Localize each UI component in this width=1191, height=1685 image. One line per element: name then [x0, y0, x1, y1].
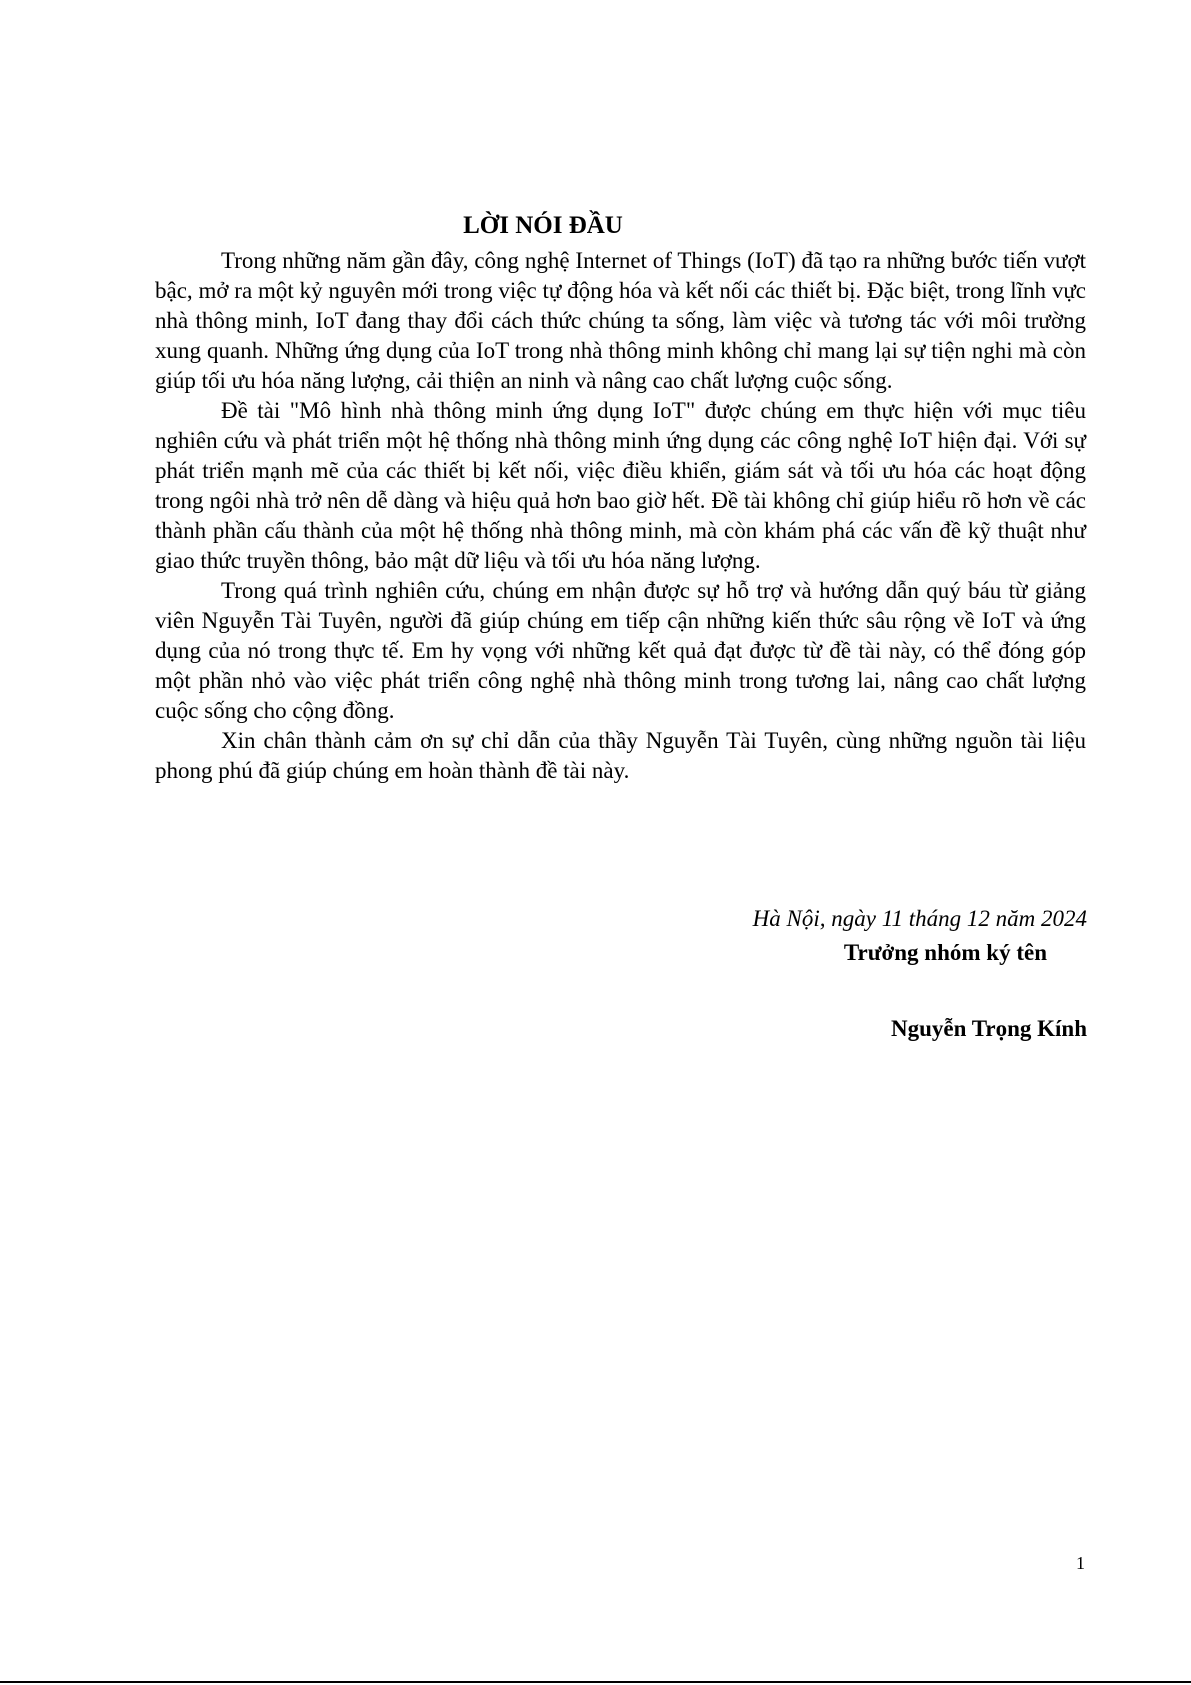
- paragraph-2: Đề tài "Mô hình nhà thông minh ứng dụng IoT" được chúng em thực hiện với mục tiêu nghiên cứu và phát triển một hệ thống nhà thông minh ứng dụng các công nghệ IoT hiện đại. Với sự phát triển mạnh mẽ của các thiết bị kết nối, việc điều khiển, giám sát và tối ưu hóa các hoạt động trong ngôi nhà trở nên dễ dàng và hiệu quả hơn bao giờ hết. Đề tài không chỉ giúp hiểu rõ hơn về các thành phần cấu thành của một hệ thống nhà thông minh, mà còn khám phá các vấn đề kỹ thuật như giao thức truyền thông, bảo mật dữ liệu và tối ưu hóa năng lượng.: [155, 398, 1086, 573]
- page-number: 1: [1076, 1553, 1085, 1573]
- signature-block: [487, 904, 1087, 1044]
- paragraph-3: Trong quá trình nghiên cứu, chúng em nhận được sự hỗ trợ và hướng dẫn quý báu từ giảng viên Nguyễn Tài Tuyên, người đã giúp chúng em tiếp cận những kiến thức sâu rộng về IoT và ứng dụng của nó trong thực tế. Em hy vọng với những kết quả đạt được từ đề tài này, có thể đóng góp một phần nhỏ vào việc phát triển công nghệ nhà thông minh trong tương lai, nâng cao chất lượng cuộc sống cho cộng đồng.: [155, 578, 1086, 723]
- signature-role: Trưởng nhóm ký tên: [843, 940, 1047, 965]
- paragraph-4: Xin chân thành cảm ơn sự chỉ dẫn của thầy Nguyễn Tài Tuyên, cùng những nguồn tài liệu phong phú đã giúp chúng em hoàn thành đề tài này.: [155, 728, 1086, 783]
- signature-name: Nguyễn Trọng Kính: [891, 1016, 1087, 1041]
- bottom-divider: [0, 1681, 1191, 1683]
- paragraph-1: Trong những năm gần đây, công nghệ Internet of Things (IoT) đã tạo ra những bước tiến vượt bậc, mở ra một kỷ nguyên mới trong việc tự động hóa và kết nối các thiết bị. Đặc biệt, trong lĩnh vực nhà thông minh, IoT đang thay đổi cách thức chúng ta sống, làm việc và tương tác với môi trường xung quanh. Những ứng dụng của IoT trong nhà thông minh không chỉ mang lại sự tiện nghi mà còn giúp tối ưu hóa năng lượng, cải thiện an ninh và nâng cao chất lượng cuộc sống.: [155, 248, 1086, 393]
- preface-body: [155, 246, 1086, 786]
- page-title: LỜI NÓI ĐẦU: [463, 212, 623, 239]
- signature-date: Hà Nội, ngày 11 tháng 12 năm 2024: [752, 906, 1087, 931]
